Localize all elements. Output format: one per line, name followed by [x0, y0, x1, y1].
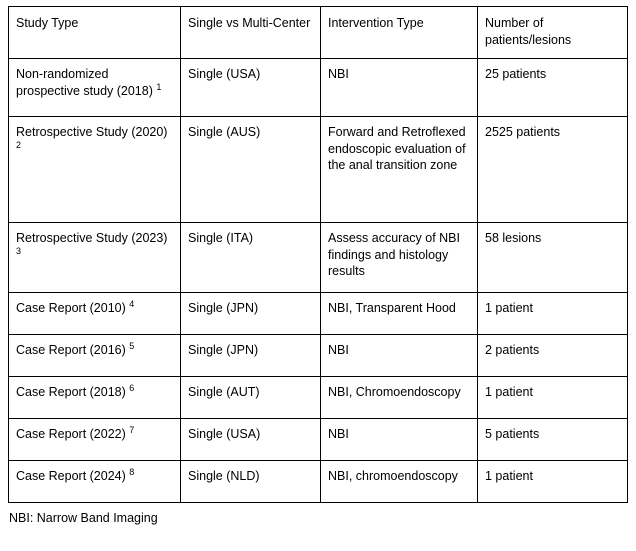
cell-count: 1 patient: [478, 293, 628, 335]
cell-study-type: Case Report (2024) $^8$: [9, 461, 181, 503]
cell-count: 1 patient: [478, 461, 628, 503]
table-row: [9, 419, 628, 461]
cell-count: 2 patients: [478, 335, 628, 377]
cell-count: 2525 patients: [478, 117, 628, 223]
cell-center: Single (USA): [181, 419, 321, 461]
cell-count: 5 patients: [478, 419, 628, 461]
cell-center: Single (JPN): [181, 335, 321, 377]
reference-marker: 7: [129, 424, 135, 435]
reference-marker: 4: [129, 298, 135, 309]
cell-intervention: NBI: [321, 335, 478, 377]
cell-study-type: Retrospective Study (2023) $^3$: [9, 223, 181, 293]
cell-study-type: Case Report (2018) $^6$: [9, 377, 181, 419]
header-label: Study Type: [16, 16, 79, 30]
reference-marker: 3: [16, 245, 22, 256]
reference-marker: 2: [16, 139, 22, 150]
cell-count: 1 patient: [478, 377, 628, 419]
reference-marker: 6: [129, 382, 135, 393]
table-header-row: [9, 7, 628, 59]
column-header-study-type: [9, 7, 181, 59]
table-row: [9, 293, 628, 335]
cell-study-type: Case Report (2022) $^7$: [9, 419, 181, 461]
cell-study-type: Case Report (2016) $^5$: [9, 335, 181, 377]
cell-intervention: NBI: [321, 419, 478, 461]
table-row: [9, 223, 628, 293]
reference-marker: 1: [156, 81, 162, 92]
cell-center: Single (NLD): [181, 461, 321, 503]
cell-study-type: Retrospective Study (2020) $^2$: [9, 117, 181, 223]
study-summary-table: [8, 6, 628, 503]
column-header-intervention: [321, 7, 478, 59]
cell-intervention: Forward and Retroflexed endoscopic evaluation of the anal transition zone: [321, 117, 478, 223]
cell-count: 25 patients: [478, 59, 628, 117]
table-row: [9, 335, 628, 377]
cell-study-type: Case Report (2010) $^4$: [9, 293, 181, 335]
cell-intervention: NBI, chromoendoscopy: [321, 461, 478, 503]
cell-intervention: NBI, Chromoendoscopy: [321, 377, 478, 419]
cell-center: Single (USA): [181, 59, 321, 117]
reference-marker: 5: [129, 340, 135, 351]
cell-intervention: Assess accuracy of NBI findings and histology results: [321, 223, 478, 293]
reference-marker: 8: [129, 466, 135, 477]
cell-center: Single (AUT): [181, 377, 321, 419]
cell-center: Single (ITA): [181, 223, 321, 293]
table-row: [9, 461, 628, 503]
header-label: Intervention Type: [328, 16, 424, 30]
table-footnote: NBI: Narrow Band Imaging: [9, 511, 158, 525]
cell-center: Single (JPN): [181, 293, 321, 335]
column-header-center: [181, 7, 321, 59]
table-row: [9, 117, 628, 223]
table-row: [9, 59, 628, 117]
table-row: [9, 377, 628, 419]
cell-intervention: NBI, Transparent Hood: [321, 293, 478, 335]
cell-center: Single (AUS): [181, 117, 321, 223]
column-header-count: [478, 7, 628, 59]
header-label: Number of patients/lesions: [485, 16, 572, 47]
cell-count: 58 lesions: [478, 223, 628, 293]
cell-study-type: Non-randomized prospective study (2018) $^1$: [9, 59, 181, 117]
cell-intervention: NBI: [321, 59, 478, 117]
header-label: Single vs Multi-Center: [188, 16, 311, 30]
